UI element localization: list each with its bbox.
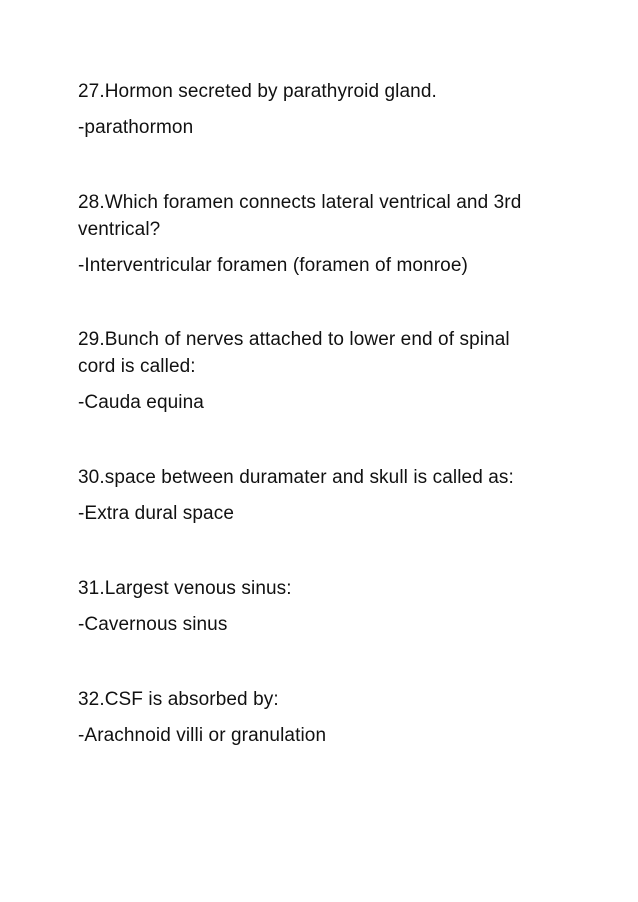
answer-30: -Extra dural space — [78, 503, 234, 524]
question-31: 31.Largest venous sinus: — [78, 578, 292, 599]
answer-32: -Arachnoid villi or granulation — [78, 725, 327, 746]
qa-item-32 — [78, 686, 548, 749]
qa-item-27 — [78, 78, 548, 141]
qa-item-31 — [78, 575, 548, 638]
qa-item-29 — [78, 326, 548, 416]
question-32: 32.CSF is absorbed by: — [78, 689, 279, 710]
answer-31: -Cavernous sinus — [78, 614, 228, 635]
question-29: 29.Bunch of nerves attached to lower end of spinal cord is called: — [78, 329, 510, 377]
qa-item-28 — [78, 189, 548, 279]
answer-28: -Interventricular foramen (foramen of monroe) — [78, 255, 468, 276]
question-30: 30.space between duramater and skull is called as: — [78, 467, 514, 488]
question-28: 28.Which foramen connects lateral ventrical and 3rd ventrical? — [78, 192, 522, 240]
qa-item-30 — [78, 464, 548, 527]
answer-29: -Cauda equina — [78, 392, 204, 413]
answer-27: -parathormon — [78, 117, 194, 138]
question-27: 27.Hormon secreted by parathyroid gland. — [78, 81, 437, 102]
